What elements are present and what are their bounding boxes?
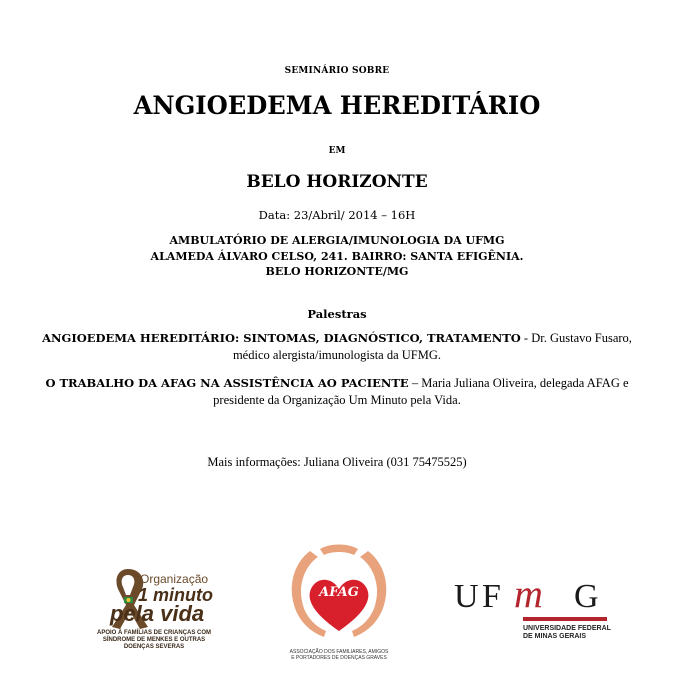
event-em: EM bbox=[328, 146, 346, 156]
event-kicker: SEMINÁRIO SOBRE bbox=[284, 66, 390, 76]
ufmg-wordmark bbox=[452, 575, 612, 615]
event-title: ANGIOEDEMA HEREDITÁRIO bbox=[133, 91, 541, 120]
logo-org-sub-3: DOENÇAS SEVERAS bbox=[123, 644, 185, 650]
svg-text:m: m bbox=[514, 575, 543, 615]
ufmg-bar bbox=[523, 617, 607, 621]
talk-item bbox=[40, 330, 634, 364]
logo-org-label: Organização bbox=[140, 572, 209, 586]
svg-text:U: U bbox=[454, 578, 481, 615]
logo-afag-label: AFAG bbox=[319, 585, 359, 600]
talk-title: ANGIOEDEMA HEREDITÁRIO: SINTOMAS, DIAGNÓSTICO, TRATAMENTO bbox=[42, 331, 521, 345]
talks-heading: Palestras bbox=[307, 307, 367, 321]
contact-info: Mais informações: Juliana Oliveira (031 75475525) bbox=[207, 455, 467, 469]
talk-speaker: - Dr. Gustavo Fusaro, médico alergista/imunologista da UFMG. bbox=[232, 331, 632, 362]
logo-afag-cap-2: E PORTADORES DE DOENÇAS GRAVES bbox=[291, 655, 387, 661]
logo-afag-caption bbox=[280, 649, 398, 661]
logo-org-line1: 1 minuto bbox=[138, 585, 213, 605]
event-address bbox=[0, 233, 674, 280]
logo-ufmg-sub-1: UNIVERSIDADE FEDERAL bbox=[523, 625, 611, 632]
talk-speaker: – Maria Juliana Oliveira, delegada AFAG e presidente da Organização Um Minuto pela Vida. bbox=[213, 376, 629, 407]
address-line-3: BELO HORIZONTE/MG bbox=[265, 265, 409, 278]
event-date: Data: 23/Abril/ 2014 – 16H bbox=[258, 208, 416, 222]
logo-org-sub-1: APOIO À FAMÍLIAS DE CRIANÇAS COM bbox=[96, 630, 211, 636]
logo-ufmg bbox=[452, 575, 612, 655]
address-line-1: AMBULATÓRIO DE ALERGIA/IMUNOLOGIA DA UFMG bbox=[169, 234, 505, 247]
logo-org-line2: pela vida bbox=[110, 601, 205, 626]
svg-text:G: G bbox=[574, 578, 599, 615]
logo-afag-cap-1: ASSOCIAÇÃO DOS FAMILIARES, AMIGOS bbox=[289, 649, 389, 655]
logo-afag bbox=[280, 541, 398, 671]
logo-ufmg-subtitle bbox=[523, 625, 611, 641]
logo-um-minuto-pela-vida bbox=[88, 563, 220, 663]
address-line-2: ALAMEDA ÁLVARO CELSO, 241. BAIRRO: SANTA EFIGÊNIA. bbox=[150, 249, 524, 263]
event-city: BELO HORIZONTE bbox=[246, 172, 428, 192]
logo-org-sub-2: SÍNDROME DE MENKES E OUTRAS bbox=[102, 637, 206, 643]
svg-text:F: F bbox=[482, 578, 501, 615]
talk-title: O TRABALHO DA AFAG NA ASSISTÊNCIA AO PACIENTE bbox=[45, 376, 409, 390]
talk-item bbox=[40, 375, 634, 409]
logo-org-subtitle bbox=[88, 630, 220, 651]
logo-ufmg-sub-2: DE MINAS GERAIS bbox=[523, 633, 587, 640]
